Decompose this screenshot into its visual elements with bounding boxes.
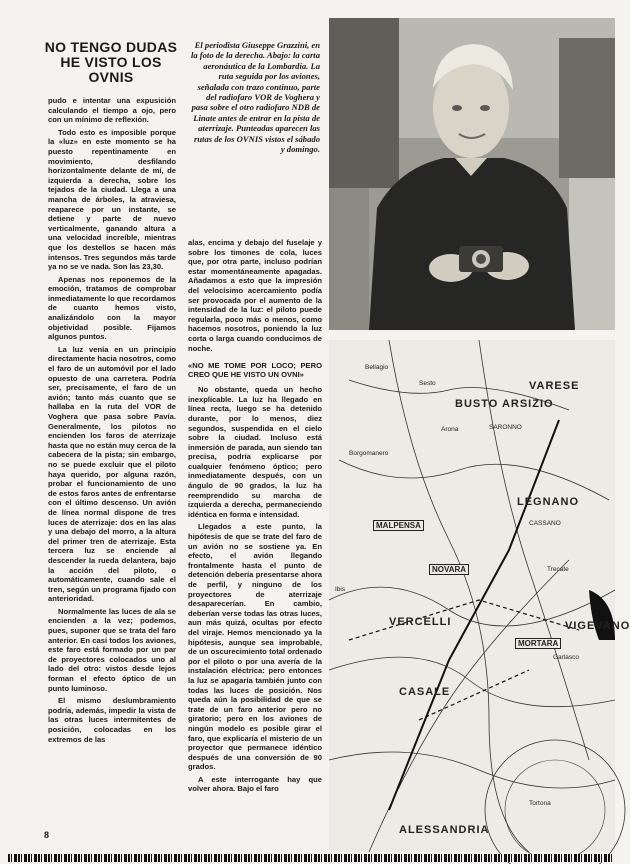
map-label: ALESSANDRIA [399,824,490,836]
map-label: VERCELLI [389,616,452,628]
paragraph: La luz venía en un principio directamente hacia nosotros, como el faro de un automóvil por el lado opuesto de una carretera. Podría ser, precisamente, el faro de un avión; tanto más cuanto que se hallaba en la ruta del VOR de Voghera que pasa sobre Pavía. Generalmente, los pilotos no encienden los faros de aterrizaje hasta que no están muy cerca de la cabecera de la pista; sin embargo, no se puede excluir que el piloto haya querido, por alguna razón, probar el funcionamiento de uno de estos faros antes de enfrentarse con el último descenso. Un avión de línea normal dispone de tres luces de aterrizaje: dos en las alas y una debajo del morro, a la altura del primer tren de aterrizaje. Esta tercera luz se enciende al descender la rueda delantera, bajo la acción del piloto, o automáticamente, cuando sale el tren, según un programa fijado con anterioridad. [48,344,176,604]
paragraph: A este interrogante hay que volver ahora. Bajo el faro [188,774,322,794]
map-label: Trecate [547,566,569,573]
map-label: Garlasco [553,654,580,661]
article-column-2 [188,238,322,797]
paragraph: No obstante, queda un hecho inexplicable. La luz ha llegado en línea recta, luego se ha detenido durante, por lo menos, diez segundos, suspendida en el cielo sobre la ciudad. Incluso está inmersión de parada, aun siendo tan precisa, podría explicarse por cualquier fenómeno óptico; pero inmediatamente después, con un ángulo de 90 grados, la luz ha reemprendido su marcha de izquierda a derecha, permaneciendo idéntica en forma e intensidad. [188,385,322,519]
map-label: CASSANO [529,520,561,527]
page-number: 8 [44,830,50,840]
paragraph: Normalmente las luces de ala se encienden a la vez; podemos, pues, suponer que se trata del faro anterior. En casi todos los aviones, este faro está formado por un par de proyectores colocados uno al lado del otro: vistos desde lejos forman el efecto óptico de un punto luminoso. [48,606,176,693]
paragraph: Apenas nos reponemos de la emoción, tratamos de comprobar inmediatamente lo que recordamos de cuanto hemos visto, analizándolo con la mayor objetividad posible. Fijamos algunos puntos. [48,274,176,342]
map-label: MORTARA [515,638,561,649]
paragraph: alas, encima y debajo del fuselaje y sobre los timones de cola, luces que, por otra parte, incluso podrían estar momentáneamente apagadas. Añadamos a esto que la impresión del velocísimo acercamiento podía ser provocada por el aumento de la intensidad de la luz: el piloto puede regularla, poco más o menos, como hacemos nosotros, poniendo la luz corta o larga cuando conducimos de noche. [188,238,322,353]
map-label: Borgomanero [349,450,389,457]
map-label: Sesto [419,380,436,387]
map-label: NOVARA [429,564,469,575]
map-label: Ibis [335,586,346,593]
map-label: SARONNO [489,424,522,431]
map-label: Tortona [529,800,551,807]
map-label: CASALE [399,686,451,698]
paragraph: pudo e intentar una expusición calculando el tiempo a ojo, pero con un mínimo de reflexión. [48,96,176,125]
photo-illustration [329,18,615,330]
map-label: Arona [441,426,459,433]
photo-caption: El periodista Giuseppe Grazzini, en la foto de la derecha. Abajo: la carta aeronáutica de la Lombardía. La ruta seguida por los aviones, señalada con trazo continuo, parte del radiofaro VOR de Voghera y pasa sobre el otro radiofaro NDB de Linate antes de entrar en la pista de aterrizaje. Punteadas aparecen las rutas de los OVNIS vistos el sábado y domingo. [190,40,320,155]
subheading: «NO ME TOME POR LOCO; PERO CREO QUE HE VISTO UN OVNI» [188,361,322,380]
article-column-1 [48,96,176,747]
paragraph: Llegados a este punto, la hipótesis de que se trate del faro de un avión no se sostiene ya. En efecto, el avión llegando frontalmente hasta el punto de detención debería presentarse ahora de perfil, y ninguno de los proyectores de aterrizaje desaparecerían. En cambio, deberían verse todas las otras luces, aun más quizá, ocultas por efecto del viraje. Hemos mencionado ya la hipótesis, aunque sea improbable, de un oscurecimiento total ordenado por el piloto o por una avería de la instalación eléctrica: pero entonces la luz se apagaría también junto con todas las luces de posición. Nos queda aún la posibilidad de que se trate de un faro anterior pero no giratorio; pero en los aviones de ningún modelo es posible girar el faro, que explicaría el misterio de un proyector que permanece idéntico después de una conversión de 90 grados. [188,522,322,772]
map-label: VIGEVANO [565,620,630,632]
map-label: LEGNANO [517,496,579,508]
paragraph: Todo esto es imposible porque la «luz» en este momento se ha puesto repentinamente en movimiento, desfilando horizontalmente delante de mí, de izquierda a derecha, sobre los tejados de la ciudad. Llega a una mancha de árboles, la atraviesa, reaparece por un instante, se detiene y parte de nuevo verticalmente, ganando altura a una velocidad increíble, mientras que los destellos se hacen más intensos. Tres segundos más tarde ya no se ve nada. Son las 23,30. [48,127,176,272]
journalist-photo [329,18,615,330]
archive-barcode-strip [8,854,612,862]
map-label: VARESE [529,380,580,392]
paragraph: El mismo deslumbramiento podría, además, impedir la vista de las otras luces intermitentes de posición, colocadas en los extremos de las [48,696,176,744]
map-label: MALPENSA [373,520,424,531]
map-label: Bellagio [365,364,389,371]
map-lines [329,340,615,852]
headline: NO TENGO DUDAS HE VISTO LOS OVNIS [44,39,178,85]
map-label: BUSTO ARSIZIO [455,398,554,410]
aeronautical-map [329,340,630,852]
